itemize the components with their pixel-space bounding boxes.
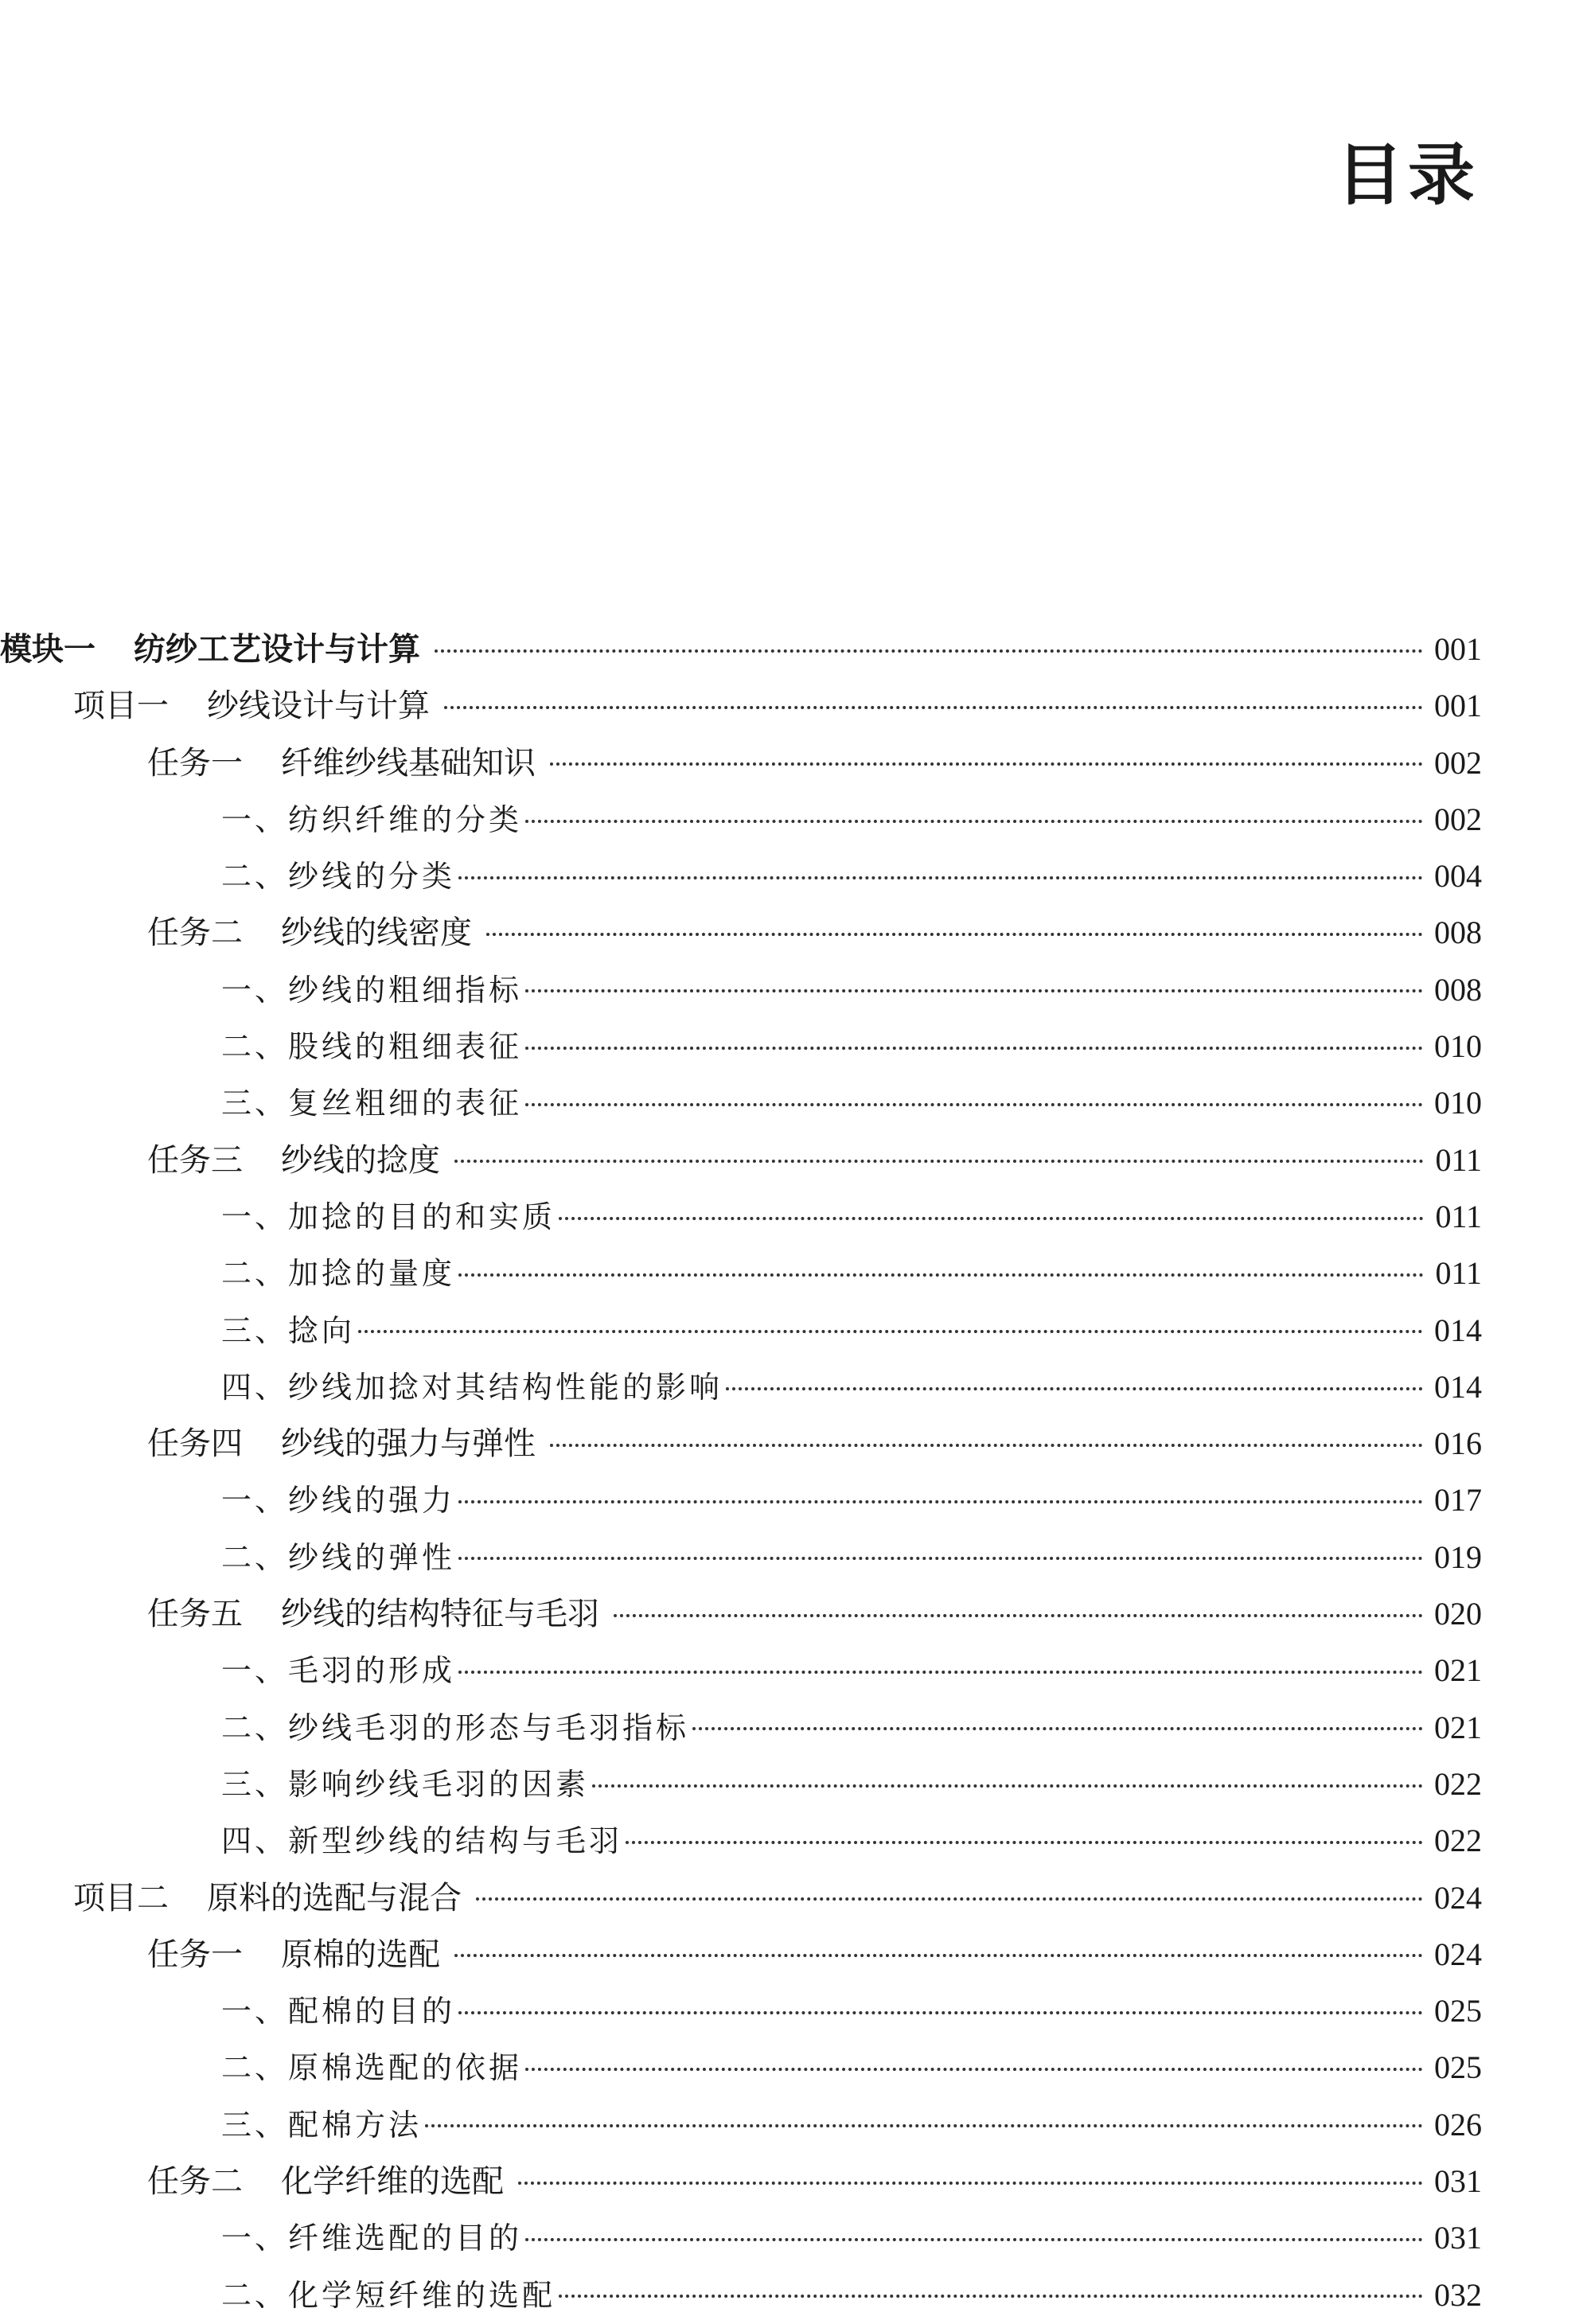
toc-entry[interactable]	[0, 677, 1482, 734]
toc-dot-leader	[626, 1826, 1423, 1856]
toc-entry[interactable]	[0, 1188, 1482, 1245]
toc-entry[interactable]	[0, 1529, 1482, 1585]
toc-entry-title: 二、原棉选配的依据	[221, 2050, 523, 2086]
toc-page-number: 021	[1434, 1709, 1482, 1745]
toc-entry-title: 一、毛羽的形成	[221, 1653, 456, 1689]
toc-entry[interactable]	[0, 1359, 1482, 1415]
toc-dot-leader	[425, 2109, 1423, 2139]
toc-entry-number: 模块一	[0, 630, 96, 668]
toc-entry[interactable]	[0, 1983, 1482, 2039]
toc-dot-leader	[614, 1598, 1423, 1630]
toc-entry[interactable]	[0, 1642, 1482, 1698]
toc-entry[interactable]	[0, 2096, 1482, 2153]
toc-entry-title: 纱线的线密度	[281, 914, 472, 952]
toc-entry-title: 一、加捻的目的和实质	[221, 1199, 556, 1234]
toc-page-number: 008	[1434, 914, 1482, 951]
toc-dot-leader	[525, 1031, 1423, 1062]
toc-entry-title: 一、纺织纤维的分类	[221, 801, 523, 837]
toc-entry[interactable]	[0, 2209, 1482, 2266]
toc-page-number: 025	[1434, 1993, 1482, 2030]
toc-entry[interactable]	[0, 848, 1482, 904]
toc-entry[interactable]	[0, 1132, 1482, 1188]
toc-dot-leader	[550, 1428, 1423, 1460]
toc-entry[interactable]	[0, 1870, 1482, 1926]
toc-dot-leader	[458, 1996, 1423, 2026]
toc-dot-leader	[525, 2223, 1423, 2253]
toc-page-number: 004	[1434, 858, 1482, 895]
toc-page-number: 026	[1434, 2106, 1482, 2143]
toc-page-number: 021	[1434, 1652, 1482, 1689]
toc-page-number: 016	[1434, 1425, 1482, 1462]
toc-entry[interactable]	[0, 2267, 1482, 2323]
toc-entry[interactable]	[0, 904, 1482, 961]
toc-entry[interactable]	[0, 2039, 1482, 2096]
toc-page-number: 031	[1434, 2220, 1482, 2256]
toc-entry-title: 纱线设计与计算	[207, 688, 430, 725]
toc-entry-number: 任务二	[147, 914, 243, 952]
toc-dot-leader	[458, 1485, 1423, 1515]
toc-entry-number: 任务五	[147, 1596, 243, 1633]
toc-dot-leader	[726, 1372, 1423, 1402]
toc-entry[interactable]	[0, 2153, 1482, 2209]
toc-dot-leader	[592, 1769, 1423, 1800]
toc-page-number: 002	[1434, 801, 1482, 837]
toc-dot-leader	[525, 805, 1423, 835]
toc-dot-leader	[550, 747, 1423, 778]
toc-page-number: 011	[1435, 1198, 1482, 1234]
toc-page-number: 020	[1434, 1596, 1482, 1632]
toc-page-number: 024	[1434, 1879, 1482, 1916]
toc-page-number: 011	[1435, 1255, 1482, 1292]
toc-dot-leader	[458, 861, 1423, 891]
toc-page-number: 032	[1434, 2276, 1482, 2313]
toc-entry-title: 纺纱工艺设计与计算	[134, 630, 420, 668]
toc-entry[interactable]	[0, 1018, 1482, 1074]
toc-entry-number: 任务二	[147, 2163, 243, 2201]
toc-page-number: 010	[1434, 1028, 1482, 1065]
toc-entry-number: 任务三	[147, 1141, 243, 1179]
toc-page-number: 022	[1434, 1765, 1482, 1802]
toc-entry[interactable]	[0, 1245, 1482, 1301]
toc-entry[interactable]	[0, 1756, 1482, 1812]
toc-entry-title: 纱线的捻度	[281, 1141, 440, 1179]
toc-dot-leader	[525, 2053, 1423, 2083]
toc-page-number: 010	[1434, 1085, 1482, 1121]
toc-entry[interactable]	[0, 1585, 1482, 1642]
toc-entry[interactable]	[0, 1415, 1482, 1472]
toc-entry-title: 二、纱线的弹性	[221, 1539, 456, 1575]
toc-dot-leader	[358, 1315, 1423, 1345]
toc-dot-leader	[559, 2279, 1423, 2310]
toc-page-number: 001	[1434, 631, 1482, 667]
toc-entry-title: 二、化学短纤维的选配	[221, 2277, 556, 2313]
toc-dot-leader	[518, 2166, 1423, 2197]
toc-entry-number: 任务四	[147, 1425, 243, 1463]
toc-page-number: 002	[1434, 744, 1482, 781]
toc-entry-title: 一、纱线的粗细指标	[221, 972, 523, 1008]
toc-dot-leader	[454, 1144, 1424, 1176]
toc-entry[interactable]	[0, 1926, 1482, 1983]
toc-entry-title: 纤维纱线基础知识	[281, 744, 536, 782]
toc-entry-title: 化学纤维的选配	[281, 2163, 504, 2201]
toc-dot-leader	[435, 634, 1423, 665]
toc-dot-leader	[525, 974, 1423, 1004]
toc-entry[interactable]	[0, 961, 1482, 1018]
toc-page-number: 011	[1435, 1141, 1482, 1178]
toc-entry[interactable]	[0, 791, 1482, 848]
toc-entry-title: 原棉的选配	[281, 1936, 440, 1973]
toc-page-number: 022	[1434, 1823, 1482, 1859]
toc-page-number: 014	[1434, 1368, 1482, 1405]
toc-dot-leader	[458, 1542, 1423, 1572]
toc-page-number: 001	[1434, 688, 1482, 724]
toc-entry-title: 一、纱线的强力	[221, 1483, 456, 1519]
toc-entry-title: 一、配棉的目的	[221, 1994, 456, 2030]
toc-entry-title: 三、影响纱线毛羽的因素	[221, 1766, 590, 1802]
toc-dot-leader	[486, 917, 1423, 949]
toc-dot-leader	[444, 690, 1423, 722]
toc-dot-leader	[525, 1088, 1423, 1118]
toc-entry-title: 四、纱线加捻对其结构性能的影响	[221, 1369, 723, 1405]
toc-dot-leader	[559, 1202, 1424, 1232]
toc-dot-leader	[458, 1258, 1424, 1289]
toc-entry-title: 二、纱线的分类	[221, 859, 456, 895]
toc-entry[interactable]	[0, 1812, 1482, 1869]
page-title: 目录	[1335, 136, 1480, 214]
toc-page-number: 031	[1434, 2163, 1482, 2200]
toc-entry-title: 纱线的结构特征与毛羽	[281, 1596, 599, 1633]
toc-entry-title: 三、捻向	[221, 1312, 356, 1348]
toc-entry[interactable]	[0, 621, 1482, 677]
toc-entry-number: 项目一	[73, 688, 169, 725]
toc-entry[interactable]	[0, 1699, 1482, 1756]
toc-entry-title: 纱线的强力与弹性	[281, 1425, 536, 1463]
toc-entry[interactable]	[0, 1302, 1482, 1359]
toc-entry-number: 任务一	[147, 744, 243, 782]
toc-entry-number: 项目二	[73, 1879, 169, 1917]
toc-page-number: 024	[1434, 1936, 1482, 1972]
toc-page-number: 019	[1434, 1538, 1482, 1575]
toc-page-number: 025	[1434, 2049, 1482, 2086]
toc-page-number: 008	[1434, 971, 1482, 1008]
toc-dot-leader	[458, 1655, 1423, 1686]
toc-entry[interactable]	[0, 1074, 1482, 1131]
toc-entry-title: 四、新型纱线的结构与毛羽	[221, 1823, 623, 1859]
toc-dot-leader	[454, 1938, 1423, 1970]
toc-page-number: 017	[1434, 1482, 1482, 1519]
toc-entry-title: 一、纤维选配的目的	[221, 2221, 523, 2256]
toc-entry-title: 原料的选配与混合	[207, 1879, 462, 1917]
toc-dot-leader	[476, 1881, 1423, 1913]
toc-entry-number: 任务一	[147, 1936, 243, 1973]
toc-entry[interactable]	[0, 735, 1482, 791]
toc-entry-title: 二、股线的粗细表征	[221, 1029, 523, 1065]
table-of-contents	[0, 621, 1482, 2323]
toc-entry-title: 二、纱线毛羽的形态与毛羽指标	[221, 1710, 690, 1745]
toc-entry-title: 二、加捻的量度	[221, 1256, 456, 1292]
toc-entry-title: 三、复丝粗细的表征	[221, 1086, 523, 1121]
toc-dot-leader	[692, 1712, 1423, 1742]
toc-page-number: 014	[1434, 1312, 1482, 1348]
toc-entry-title: 三、配棉方法	[221, 2107, 423, 2143]
toc-entry[interactable]	[0, 1472, 1482, 1528]
